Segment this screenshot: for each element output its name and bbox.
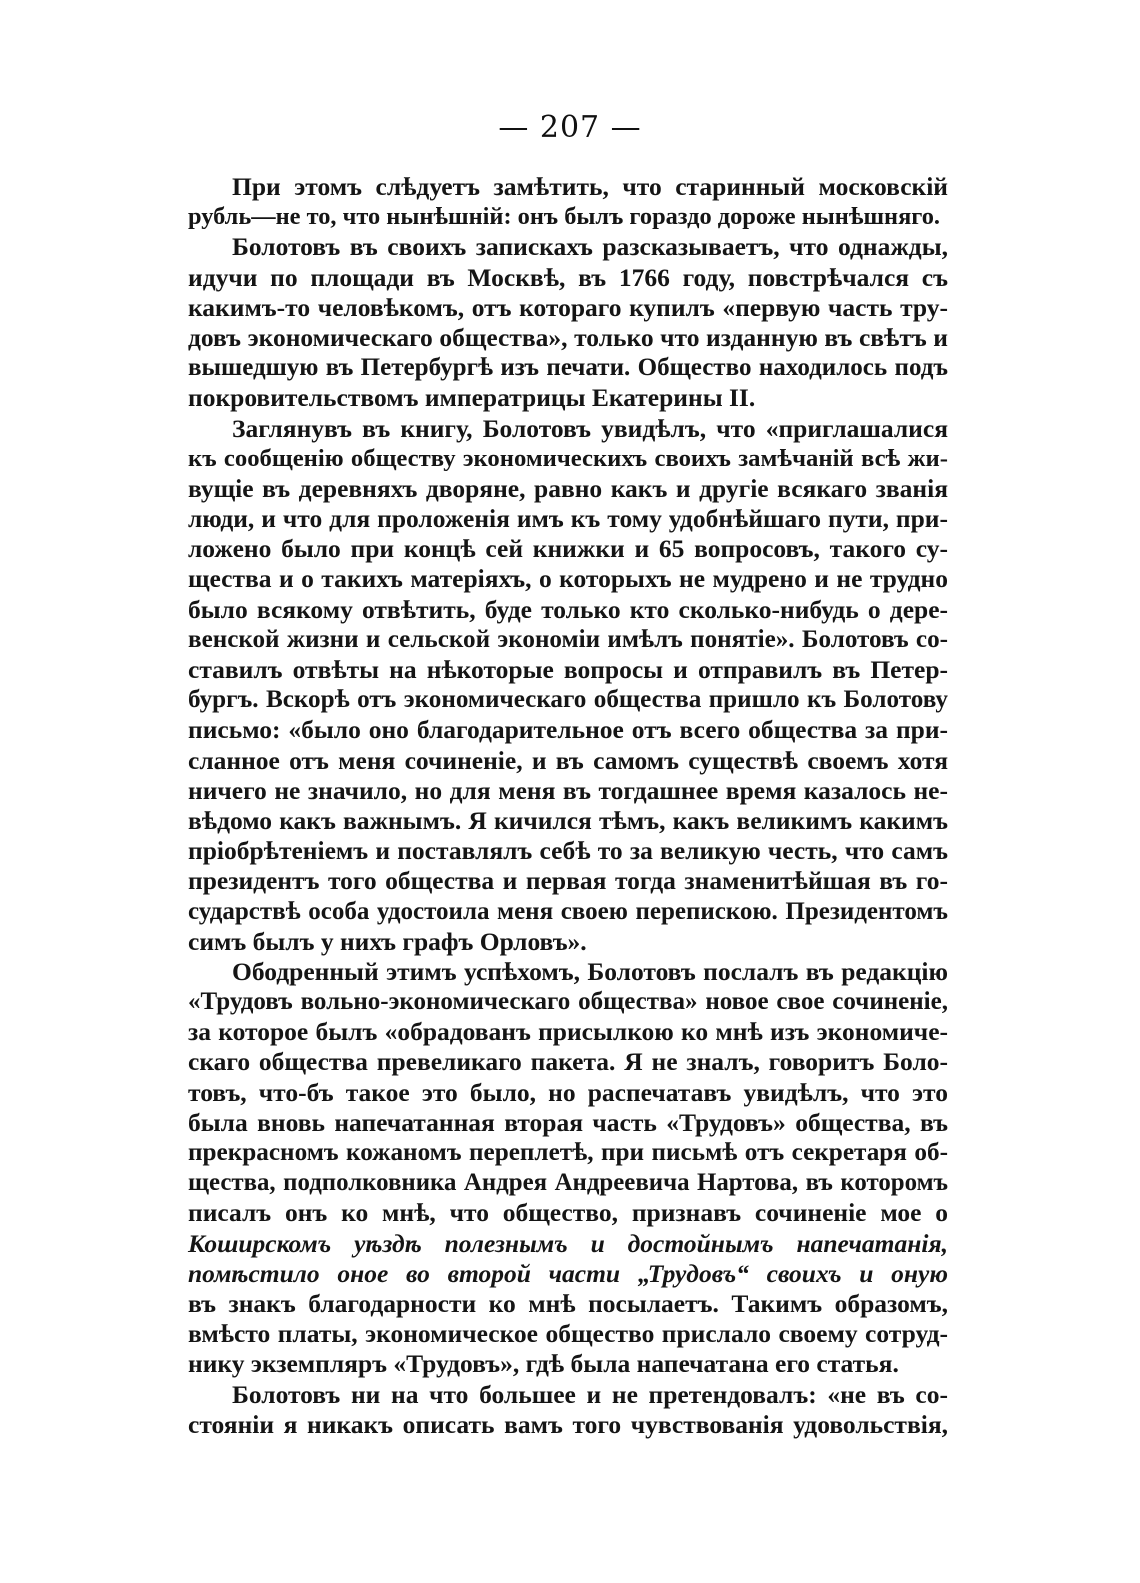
text-line: вѣдомо какъ важнымъ. Я кичился тѣмъ, какъ великимъ какимъ bbox=[188, 805, 948, 835]
text-line: довъ экономическаго общества», только что изданную въ свѣтъ и bbox=[188, 322, 948, 352]
text-line: товъ, что-бъ такое это было, но распечатавъ увидѣлъ, что это bbox=[188, 1077, 948, 1107]
text-line: венской жизни и сельской экономіи имѣлъ понятіе». Болотовъ со- bbox=[188, 625, 948, 653]
text-line: сударствѣ особа удостоила меня своею перепискою. Президентомъ bbox=[188, 897, 948, 925]
text-line: за которое былъ «обрадованъ присылкою ко мнѣ изъ экономиче- bbox=[188, 1017, 948, 1047]
text-line: ничего не значило, но для меня въ тогдашнее время казалось не- bbox=[188, 775, 948, 805]
text-line: бургъ. Вскорѣ отъ экономическаго общества пришло къ Болотову bbox=[188, 686, 948, 714]
text-line: помѣстило оное во второй части „Трудовъ“ своихъ и оную bbox=[188, 1258, 948, 1288]
text-line: къ сообщенію обществу экономическихъ своихъ замѣчаній всѣ жи- bbox=[188, 444, 948, 472]
text-line: писалъ онъ ко мнѣ, что общество, признавъ сочиненіе мое о bbox=[188, 1198, 948, 1228]
text-line: пріобрѣтеніемъ и поставлялъ себѣ то за великую честь, что самъ bbox=[188, 836, 948, 866]
text-line: Заглянувъ въ книгу, Болотовъ увидѣлъ, что «приглашалися bbox=[232, 413, 948, 443]
text-line: вущіе въ деревняхъ дворяне, равно какъ и другіе всякаго званія bbox=[188, 473, 948, 503]
text-line: сланное отъ меня сочиненіе, и въ самомъ существѣ своемъ хотя bbox=[188, 745, 948, 775]
text-line: было всякому отвѣтить, буде только кто сколько-нибудь о дере- bbox=[188, 594, 948, 624]
text-line: рубль—не то, что нынѣшній: онъ былъ гораздо дороже нынѣшняго. bbox=[188, 203, 940, 231]
text-line: Ободренный этимъ успѣхомъ, Болотовъ послалъ въ редакцію bbox=[232, 956, 948, 986]
text-line: щества, подполковника Андрея Андреевича Нартова, въ которомъ bbox=[188, 1169, 948, 1197]
text-line: ставилъ отвѣты на нѣкоторые вопросы и отправилъ въ Петер- bbox=[188, 655, 948, 684]
text-line: Коширскомъ уѣздѣ полезнымъ и достойнымъ напечатанія, bbox=[188, 1228, 948, 1258]
text-line: была вновь напечатанная вторая часть «Трудовъ» общества, въ bbox=[188, 1107, 948, 1137]
text-line: скаго общества превеликаго пакета. Я не зналъ, говоритъ Боло- bbox=[188, 1047, 948, 1077]
text-line: Болотовъ въ своихъ запискахъ разсказываетъ, что однажды, bbox=[232, 232, 948, 262]
text-line: вмѣсто платы, экономическое общество прислало своему сотруд- bbox=[188, 1319, 948, 1349]
text-line: Болотовъ ни на что большее и не претендовалъ: «не въ со- bbox=[232, 1379, 948, 1409]
text-line: идучи по площади въ Москвѣ, въ 1766 году, повстрѣчался съ bbox=[188, 262, 948, 292]
text-line: президентъ того общества и первая тогда знаменитѣйшая въ го- bbox=[188, 866, 948, 896]
text-line: покровительствомъ императрицы Екатерины II. bbox=[188, 383, 756, 413]
page-number: — 207 — bbox=[498, 110, 642, 145]
body-text bbox=[188, 172, 948, 1440]
text-line: стояніи я никакъ описать вамъ того чувствованія удовольствія, bbox=[188, 1409, 948, 1439]
text-line: какимъ-то человѣкомъ, отъ котораго купилъ «первую часть тру- bbox=[188, 292, 948, 322]
text-line: люди, и что для проложенія имъ къ тому удобнѣйшаго пути, при- bbox=[188, 504, 948, 534]
text-line: симъ былъ у нихъ графъ Орловъ». bbox=[188, 926, 587, 956]
text-line: щества и о такихъ матеріяхъ, о которыхъ не мудрено и не трудно bbox=[188, 564, 948, 594]
text-line: прекрасномъ кожаномъ переплетѣ, при письмѣ отъ секретаря об- bbox=[188, 1139, 948, 1166]
text-line: ложено было при концѣ сей книжки и 65 вопросовъ, такого су- bbox=[188, 534, 948, 564]
text-line: При этомъ слѣдуетъ замѣтить, что старинный московскій bbox=[232, 172, 948, 201]
text-line: «Трудовъ вольно-экономическаго общества» новое свое сочиненіе, bbox=[188, 988, 948, 1016]
text-line: нику экземпляръ «Трудовъ», гдѣ была напечатана его статья. bbox=[188, 1349, 899, 1379]
text-line: въ знакъ благодарности ко мнѣ посылаетъ. Такимъ образомъ, bbox=[188, 1288, 948, 1318]
text-line: вышедшую въ Петербургѣ изъ печати. Общество находилось подъ bbox=[188, 354, 948, 382]
text-line: письмо: «было оно благодарительное отъ всего общества за при- bbox=[188, 715, 948, 745]
